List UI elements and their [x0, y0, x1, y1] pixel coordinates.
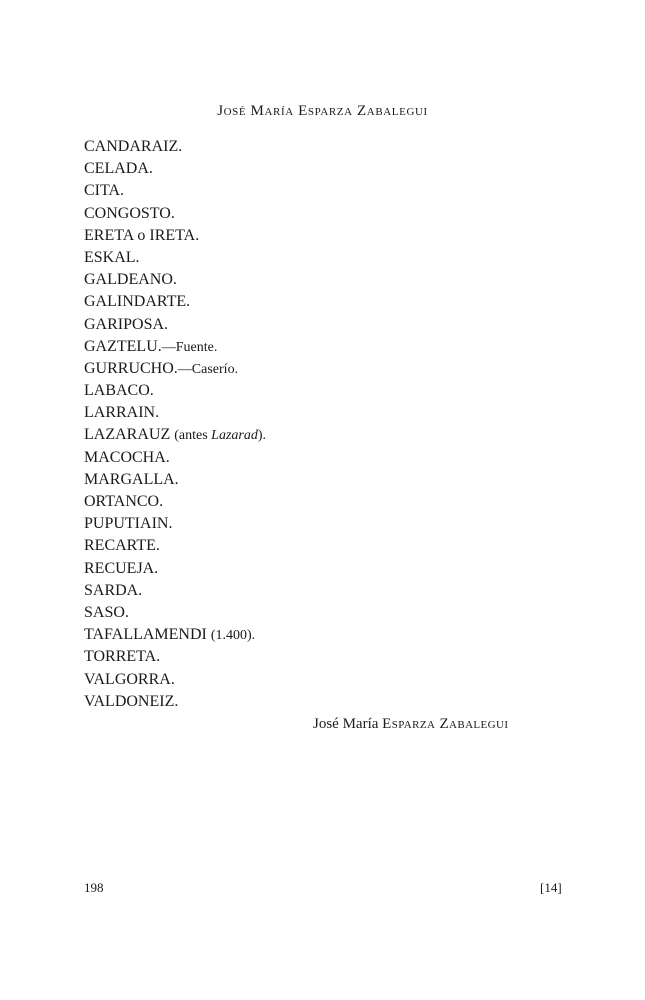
place-name: VALGORRA.: [84, 670, 175, 688]
place-name: PUPUTIAIN.: [84, 515, 173, 533]
place-name: CELADA.: [84, 160, 153, 178]
list-item: [84, 624, 266, 646]
list-item: [84, 402, 266, 424]
place-name: GALDEANO.: [84, 271, 177, 289]
place-name: ORTANCO.: [84, 493, 164, 510]
signature-given-name: José María: [313, 716, 379, 732]
list-item: [84, 491, 266, 513]
signature-surname: Esparza Zabalegui: [382, 716, 509, 732]
list-item: [84, 314, 266, 336]
list-item: [84, 646, 266, 668]
place-name: CANDARAIZ.: [84, 138, 183, 155]
list-item: [84, 602, 266, 624]
list-item: [84, 158, 266, 180]
place-name: LABACO.: [84, 382, 154, 400]
list-item: [84, 535, 266, 557]
place-note-open: (antes: [174, 428, 212, 444]
page-number: 198: [84, 880, 104, 895]
author-signature: [313, 716, 508, 733]
list-item: [84, 225, 266, 247]
place-name: GALINDARTE.: [84, 293, 191, 311]
list-item: [84, 447, 266, 469]
place-connector: o: [137, 226, 146, 244]
list-item: [84, 580, 266, 602]
place-note: —Caserío.: [177, 361, 239, 377]
place-name: MACOCHA.: [84, 448, 170, 466]
place-name: LARRAIN.: [84, 404, 160, 422]
place-name-alt: IRETA.: [149, 226, 200, 244]
place-name: RECARTE.: [84, 537, 160, 555]
list-item: [84, 136, 266, 158]
place-name: ESKAL.: [84, 248, 140, 266]
list-item: [84, 180, 266, 202]
place-name: ERETA: [84, 226, 134, 244]
section-number: [14]: [540, 880, 562, 895]
place-name: GARIPOSA.: [84, 315, 169, 333]
place-name: GAZTELU.: [84, 337, 162, 355]
list-item: [84, 247, 266, 269]
list-item: [84, 669, 266, 691]
list-item: [84, 558, 266, 580]
place-name: CITA.: [84, 182, 125, 200]
place-name: VALDONEIZ.: [84, 692, 179, 710]
place-name: LAZARAUZ: [84, 426, 171, 444]
list-item: [84, 469, 266, 491]
place-name: CONGOSTO.: [84, 204, 175, 222]
list-item: [84, 203, 266, 225]
list-item: [84, 291, 266, 313]
list-item: [84, 424, 266, 446]
place-name-list: [84, 136, 266, 713]
place-name: SASO.: [84, 603, 129, 621]
list-item: [84, 358, 266, 380]
place-name: SARDA.: [84, 581, 143, 599]
list-item: [84, 380, 266, 402]
list-item: [84, 336, 266, 358]
place-name: GURRUCHO.: [84, 359, 178, 377]
place-name: MARGALLA.: [84, 470, 179, 488]
place-name: TAFALLAMENDI: [84, 626, 207, 644]
place-name: RECUEJA.: [84, 559, 159, 577]
list-item: [84, 269, 266, 291]
list-item: [84, 513, 266, 535]
running-head: José María Esparza Zabalegui: [217, 103, 428, 119]
place-note-italic: Lazarad: [211, 428, 258, 444]
place-name: TORRETA.: [84, 648, 161, 666]
list-item: [84, 691, 266, 713]
place-note: —Fuente.: [161, 339, 218, 355]
place-note: (1.400).: [210, 628, 256, 644]
place-note-close: ).: [257, 428, 267, 444]
